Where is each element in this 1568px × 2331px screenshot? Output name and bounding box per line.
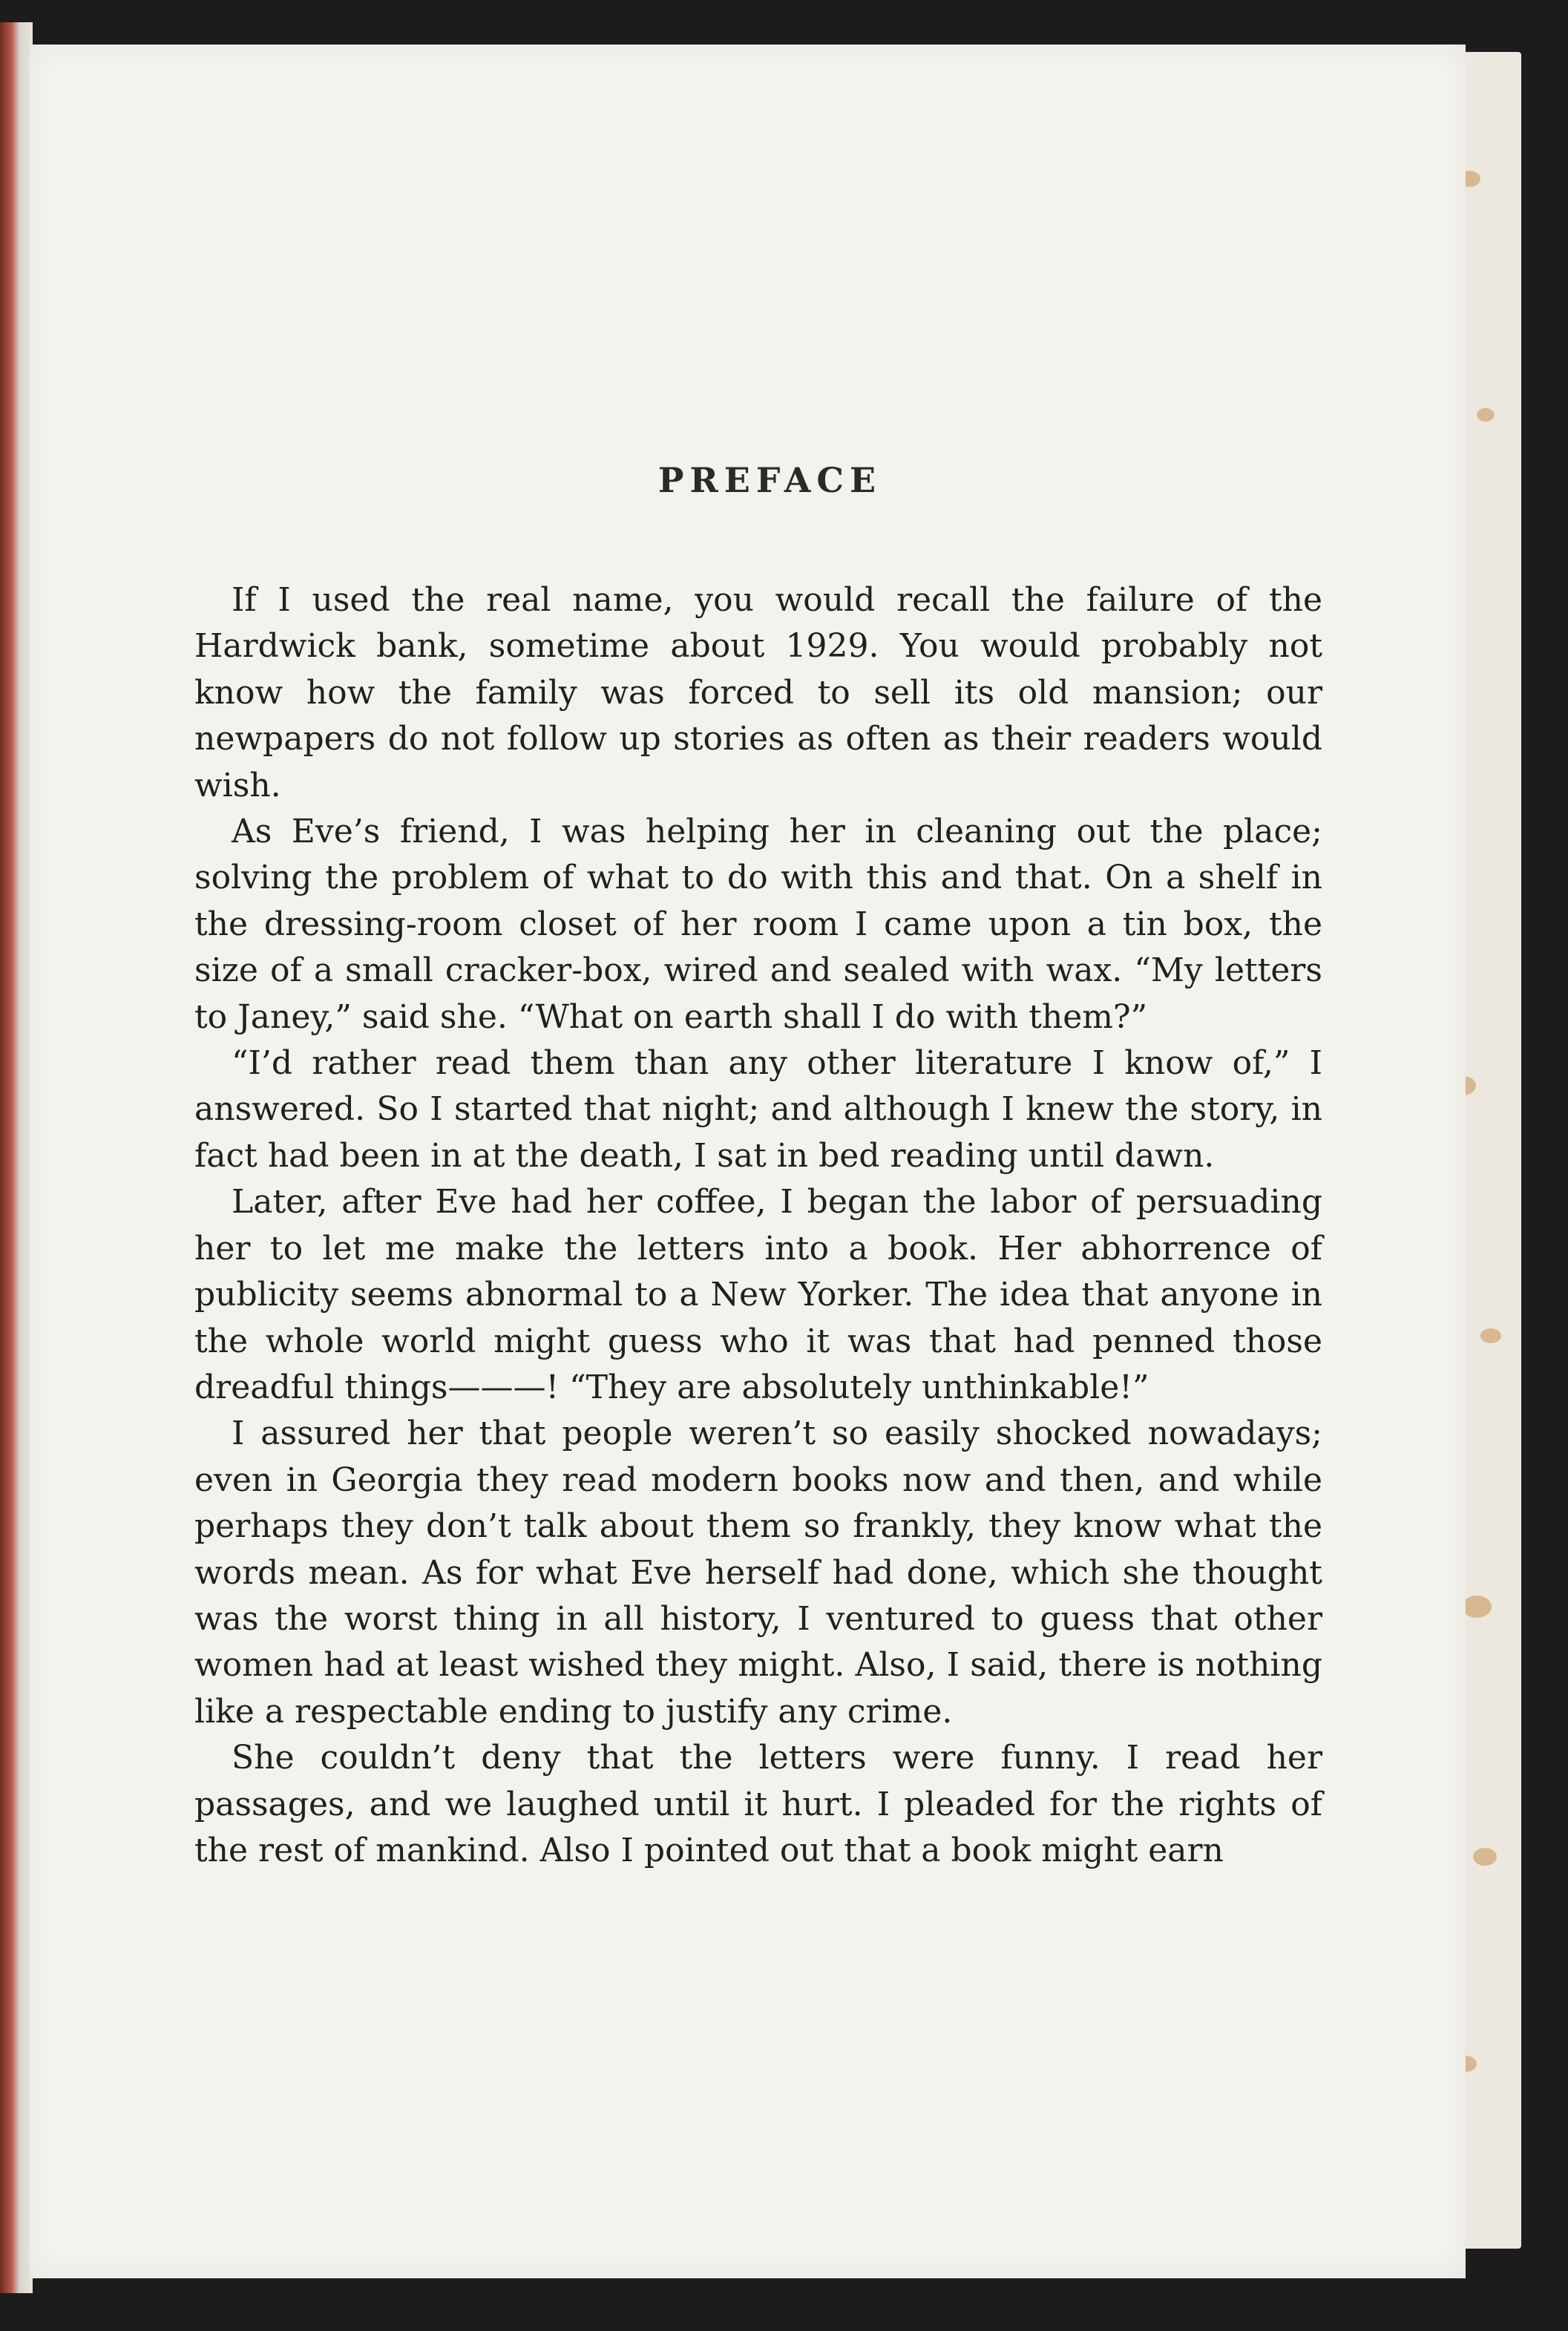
book-page [30, 45, 1466, 2278]
book-cover-edge [0, 22, 33, 2293]
paragraph: I assured her that people weren’t so easily shocked nowadays; even in Georgia they read modern books now and then, and while perhaps they don’t talk about them so frankly, they know what the words mean. As for what Eve herself had done, which she thought was the worst thing in all history, I ventured to guess that other women had at least wished they might. Also, I said, there is nothing like a respectable ending to justify any crime. [194, 1414, 1322, 1731]
paragraph: If I used the real name, you would recall the failure of the Hardwick bank, sometime about 1929. You would probably not know how the family was forced to sell its old mansion; our newpapers do not follow up stories as often as their readers would wish. [194, 581, 1322, 804]
paragraph: She couldn’t deny that the letters were funny. I read her passages, and we laughed until it hurt. I pleaded for the rights of the rest of mankind. Also I pointed out that a book might earn [194, 1739, 1322, 1869]
paragraph: “I’d rather read them than any other literature I know of,” I answered. So I started that night; and although I knew the story, in fact had been in at the death, I sat in bed reading until dawn. [194, 1044, 1322, 1175]
foxing-spot [1480, 1328, 1501, 1343]
body-text [194, 577, 1322, 1874]
paragraph: As Eve’s friend, I was helping her in cleaning out the place; solving the problem of what to do with this and that. On a shelf in the dressing-room closet of her room I came upon a tin box, the size of a small cracker-box, wired and sealed with wax. “My letters to Janey,” said she. “What on earth shall I do with them?” [194, 813, 1322, 1036]
foxing-spot [1477, 408, 1495, 422]
foxing-spot [1462, 1596, 1492, 1618]
page-heading: PREFACE [657, 460, 882, 500]
paragraph: Later, after Eve had her coffee, I began the labor of persuading her to let me make the letters into a book. Her abhorrence of publicity seems abnormal to a New Yorker. The idea that anyone in the whole world might guess who it was that had penned those dreadful things———! “They are absolutely unthinkable!” [194, 1183, 1322, 1406]
foxing-spot [1473, 1848, 1497, 1866]
